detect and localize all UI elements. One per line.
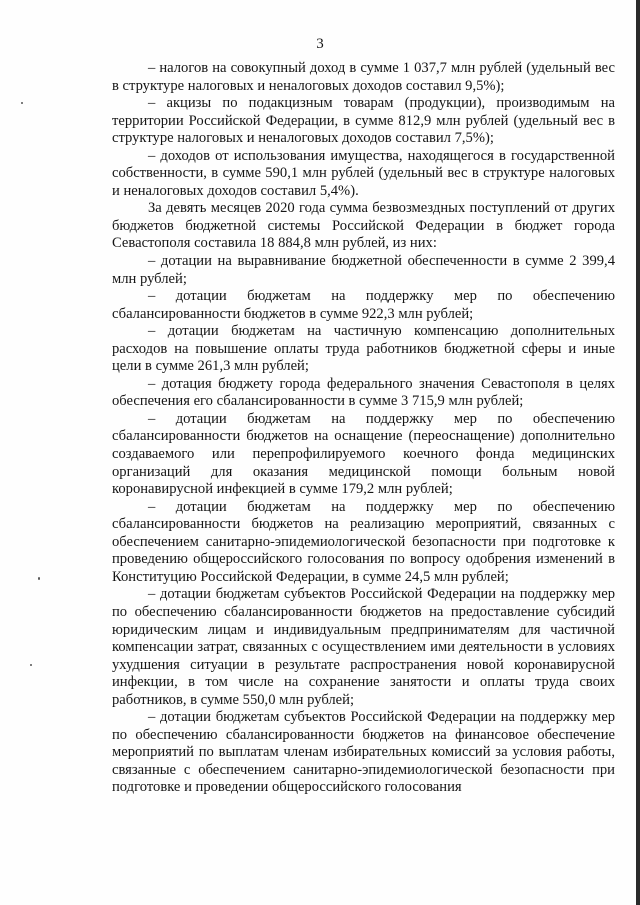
paragraph-sevastopol-balance-grant: – дотация бюджету города федерального значения Севастополя в целях обеспечения его сбалансированности в сумме 3 715,9 млн рублей; [112,375,615,410]
scan-edge-shadow [636,0,640,905]
scan-speck [21,102,23,104]
paragraph-wage-compensation-grant: – дотации бюджетам на частичную компенсацию дополнительных расходов на повышение оплаты труда работников бюджетной сферы и иные цели в сумме 261,3 млн рублей; [112,323,615,375]
paragraph-election-commission-grant: – дотации бюджетам субъектов Российской Федерации на поддержку мер по обеспечению сбалансированности бюджетов на финансовое обеспечение мероприятий по выплатам членам избирательных комиссий за условия работы, связанные с обеспечением санитарно-эпидемиологической безопасности при подготовке и проведении общероссийского голосования [112,709,615,796]
document-body [112,60,615,797]
paragraph-tax-total-income: – налогов на совокупный доход в сумме 1 037,7 млн рублей (удельный вес в структуре налоговых и неналоговых доходов составил 9,5%); [112,60,615,94]
scan-speck [30,664,32,666]
paragraph-property-income: – доходов от использования имущества, находящегося в государственной собственности, в сумме 590,1 млн рублей (удельный вес в структуре налоговых и неналоговых доходов составил 5,4%). [112,147,615,199]
paragraph-voting-safety-grant: – дотации бюджетам на поддержку мер по обеспечению сбалансированности бюджетов на реализацию мероприятий, связанных с обеспечением санитарно-эпидемиологической безопасности при подготовке к проведению общероссийского голосования по вопросу одобрения изменений в Конституцию Российской Федерации, в сумме 24,5 млн рублей; [112,498,615,585]
paragraph-equalization-grant: – дотации на выравнивание бюджетной обеспеченности в сумме 2 399,4 млн рублей; [112,253,615,287]
paragraph-excise: – акцизы по подакцизным товарам (продукции), производимым на территории Российской Федерации, в сумме 812,9 млн рублей (удельный вес в структуре налоговых и неналоговых доходов составил 7,5%); [112,95,615,147]
paragraph-business-subsidy-grant: – дотации бюджетам субъектов Российской Федерации на поддержку мер по обеспечению сбалансированности бюджетов на предоставление субсидий юридическим лицам и индивидуальным предпринимателям для частичной компенсации затрат, связанных с осуществлением ими деятельности в условиях ухудшения ситуации в результате распространения новой коронавирусной инфекции, в том числе на сохранение занятости и оплаты труда своих работников, в сумме 550,0 млн рублей; [112,586,615,708]
page-number: 3 [316,36,324,52]
paragraph-bed-capacity-grant: – дотации бюджетам на поддержку мер по обеспечению сбалансированности бюджетов на оснащение (переоснащение) дополнительно создаваемого или перепрофилируемого коечного фонда медицинских организаций для оказания медицинской помощи больным новой коронавирусной инфекцией в сумме 179,2 млн рублей; [112,410,615,498]
paragraph-balance-grant: – дотации бюджетам на поддержку мер по обеспечению сбалансированности бюджетов в сумме 922,3 млн рублей; [112,288,615,322]
scan-speck [38,577,40,580]
paragraph-transfers-intro: За девять месяцев 2020 года сумма безвозмездных поступлений от других бюджетов бюджетной системы Российской Федерации в бюджет города Севастополя составила 18 884,8 млн рублей, из них: [112,200,615,252]
